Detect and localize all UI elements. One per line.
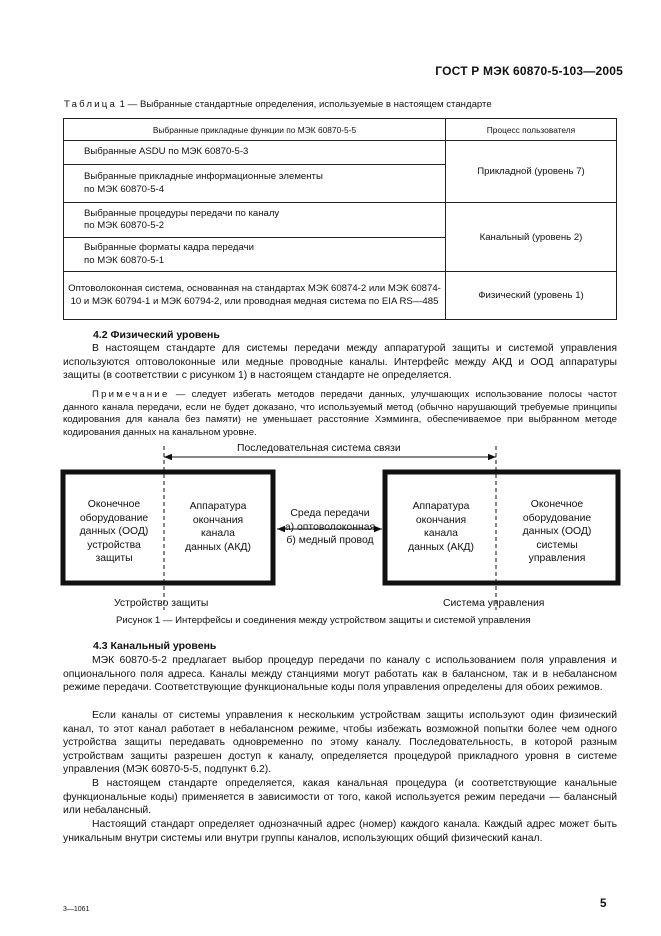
table-cell: Оптоволоконная система, основанная на стандартах МЭК 60874-2 или МЭК 60874-10 и МЭК 60794-1 и МЭК 60794-2, или проводная медная система по EIA RS—485 bbox=[64, 272, 446, 320]
transmission-medium-label: Среда передачи а) оптоволоконная б) медный провод bbox=[284, 508, 376, 547]
table-cell: Выбранные прикладные информационные элементы по МЭК 60870-5-4 bbox=[64, 165, 446, 203]
print-footnote: 3—1061 bbox=[63, 906, 90, 913]
dce-protection-box: Аппаратура окончания канала данных (АКД) bbox=[185, 501, 251, 553]
section-title: 4.2 Физический уровень bbox=[93, 329, 220, 341]
table-cell: Выбранные процедуры передачи по каналу по МЭК 60870-5-2 bbox=[64, 203, 446, 238]
note-label: Примечание bbox=[92, 389, 170, 400]
paragraph: В настоящем стандарте для системы передачи между аппаратурой защиты и системой управления используются оптоволоконные или медные проводные каналы. Интерфейс между АКД и ООД аппаратуры защиты (в соответствии с рисунком 1) в настоящем стандарте не определяется. bbox=[63, 343, 617, 382]
dce-control-box: Аппаратура окончания канала данных (АКД) bbox=[408, 501, 474, 553]
paragraph: Если каналы от системы управления к нескольким устройствам защиты используют один физический канал, то этот канал работает в небалансном режиме, чтобы избежать возможной попытки более чем одного устройства защиты передавать одновременно по этому каналу. Последовательность, в которой разным устройствам защиты разрешен доступ к каналу, определяется процедурой прикладного уровня в системе управления (МЭК 60870-5-5, подпункт 6.2). bbox=[63, 710, 617, 776]
table-cell-process: Прикладной (уровень 7) bbox=[446, 141, 617, 203]
paragraph: Настоящий стандарт определяет однозначный адрес (номер) каждого канала. Каждый адрес может быть уникальным внутри системы или внутри группы каналов, использующих общий физический канал. bbox=[63, 819, 617, 844]
dte-control-box: Оконечное оборудование данных (ООД) системы управления bbox=[522, 499, 592, 565]
note bbox=[63, 389, 617, 439]
table-header-process: Процесс пользователя bbox=[446, 119, 617, 141]
standards-table bbox=[63, 118, 617, 320]
document-header: ГОСТ Р МЭК 60870-5-103—2005 bbox=[435, 64, 623, 78]
table-cell-process: Канальный (уровень 2) bbox=[446, 203, 617, 272]
table-caption-text: 1 — Выбранные стандартные определения, используемые в настоящем стандарте bbox=[117, 99, 492, 110]
dte-protection-box: Оконечное оборудование данных (ООД) устройства защиты bbox=[79, 499, 149, 565]
paragraph: МЭК 60870-5-2 предлагает выбор процедур передачи по каналу с использованием поля управления и опционального поля адреса. Каналы между станциями могут работать как в балансном, так и в небалансном режиме передачи. Соответствующие функциональные коды поля управления определены для обоих режимов. bbox=[63, 655, 617, 694]
figure-left-label: Устройство защиты bbox=[114, 598, 209, 609]
paragraph: В настоящем стандарте определяется, какая канальная процедура (и соответствующие канальные функциональные коды) применяется в зависимости от того, какой используется режим передачи — балансный или небалансный. bbox=[63, 778, 617, 817]
figure-interfaces bbox=[0, 440, 661, 630]
figure-caption: Рисунок 1 — Интерфейсы и соединения между устройством защиты и системой управления bbox=[116, 615, 531, 626]
table-header-functions: Выбранные прикладные функции по МЭК 60870-5-5 bbox=[64, 119, 446, 141]
table-caption bbox=[64, 99, 492, 110]
table-cell: Выбранные ASDU по МЭК 60870-5-3 bbox=[64, 141, 446, 165]
note-text: — следует избегать методов передачи данных, улучшающих использование полосы частот данного канала передачи, если не будет доказано, что используемый метод (обычно нарушающий требуемые принципы кодирования для канала без памяти) не уменьшает расстояние Хэмминга, обеспечиваемое при выбранном методе кодирования данных на канальном уровне. bbox=[63, 389, 617, 438]
table-cell: Выбранные форматы кадра передачи по МЭК 60870-5-1 bbox=[64, 238, 446, 272]
figure-top-label: Последовательная система связи bbox=[237, 443, 401, 454]
table-caption-label: Таблица bbox=[64, 99, 118, 110]
section-title: 4.3 Канальный уровень bbox=[93, 640, 217, 652]
table-cell-process: Физический (уровень 1) bbox=[446, 272, 617, 320]
page-number: 5 bbox=[600, 898, 607, 910]
figure-right-label: Система управления bbox=[443, 598, 545, 609]
